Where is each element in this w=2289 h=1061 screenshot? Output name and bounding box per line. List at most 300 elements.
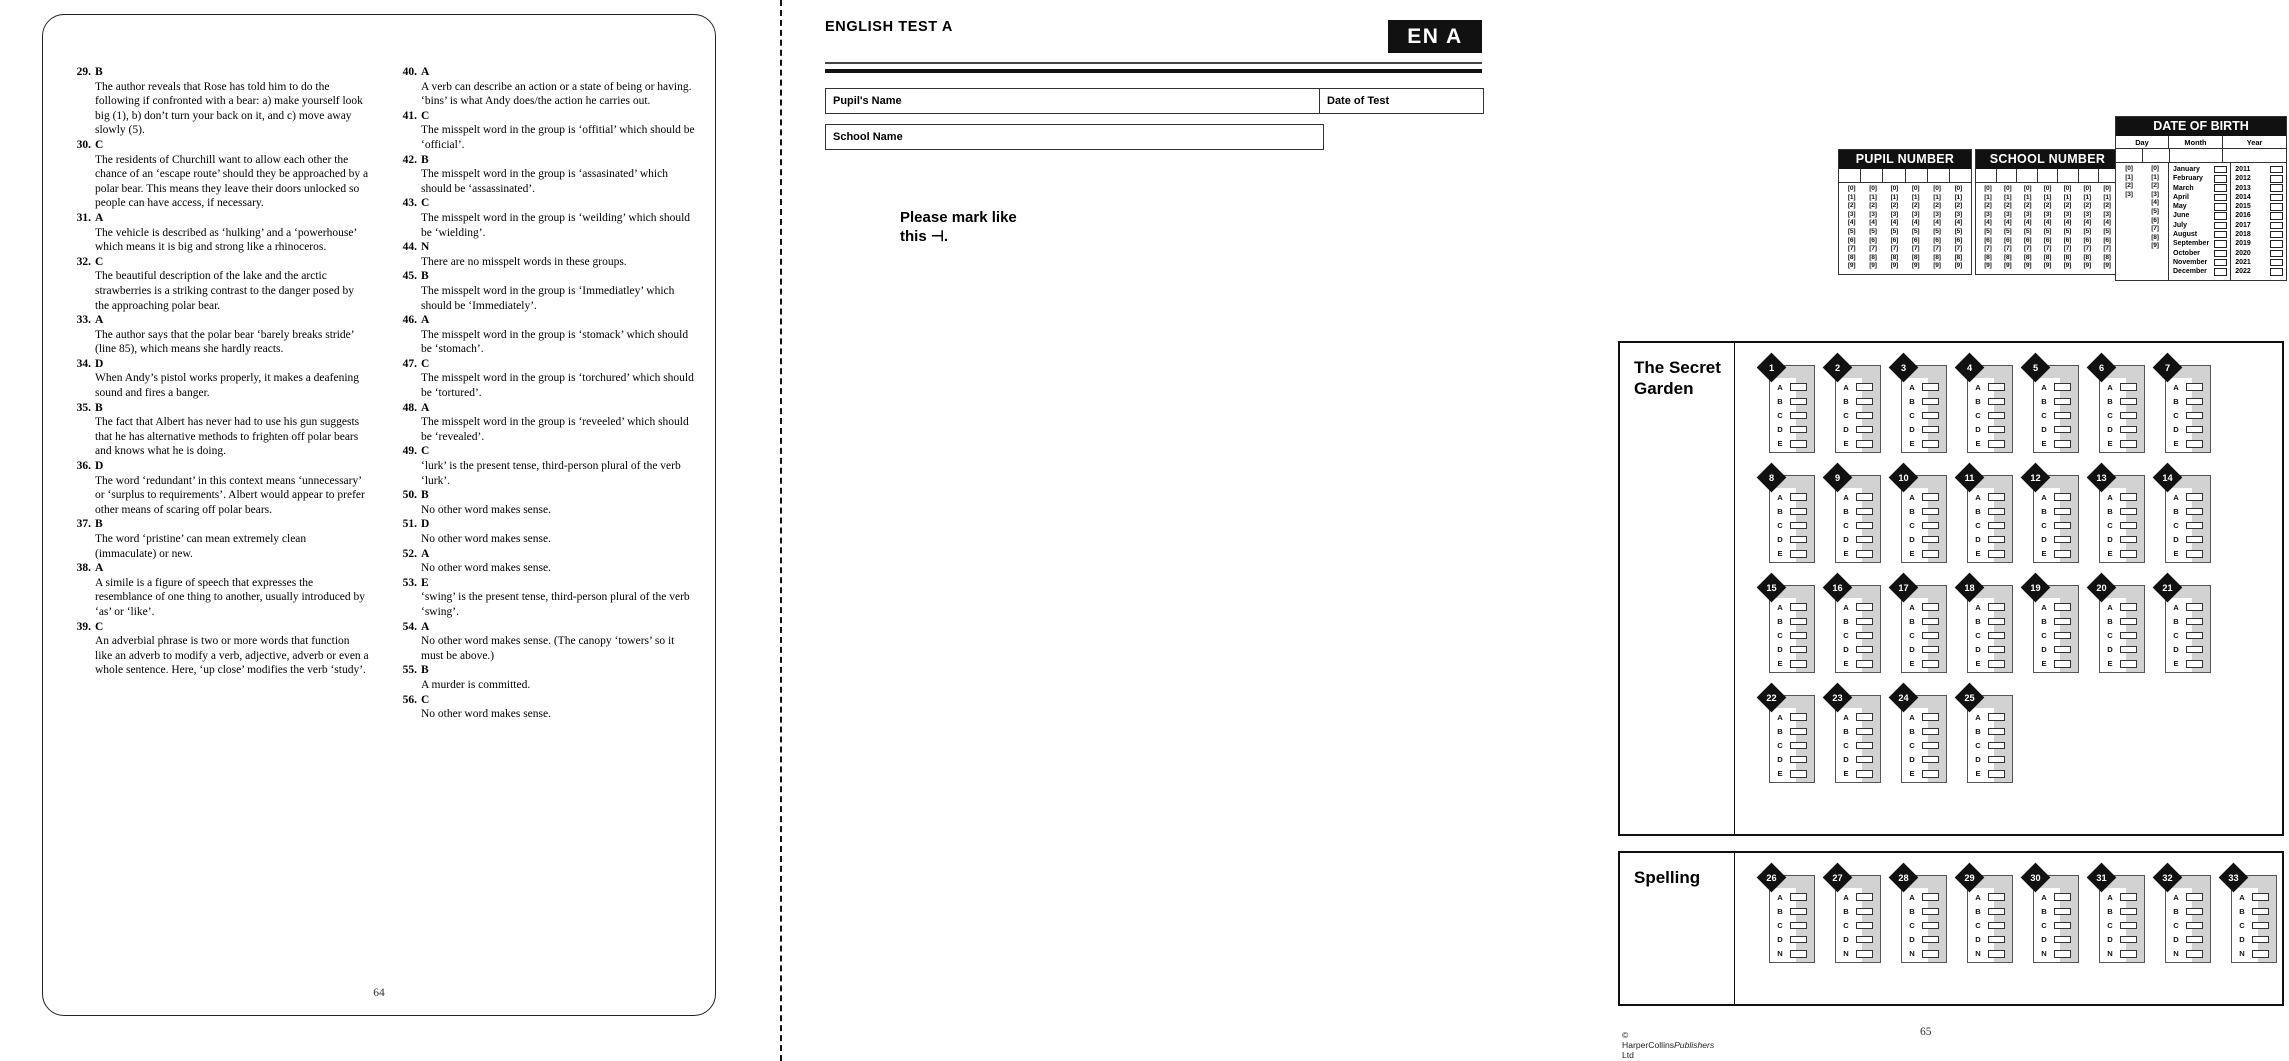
dob-year-tickbox[interactable] bbox=[2270, 194, 2283, 202]
option-row-B[interactable] bbox=[1902, 724, 1948, 738]
option-bubble[interactable] bbox=[1922, 756, 1939, 764]
option-bubble[interactable] bbox=[1790, 728, 1807, 736]
school-number-digit[interactable]: [9] bbox=[2083, 262, 2091, 270]
pupil-number-digit[interactable]: [2] bbox=[1911, 202, 1920, 210]
school-number-column[interactable] bbox=[2018, 185, 2038, 271]
option-bubble[interactable] bbox=[2120, 440, 2137, 448]
option-row-D[interactable] bbox=[1836, 533, 1882, 547]
option-bubble[interactable] bbox=[1922, 770, 1939, 778]
school-number-digit[interactable]: [2] bbox=[2023, 202, 2032, 210]
option-bubble[interactable] bbox=[2054, 383, 2071, 391]
option-bubble[interactable] bbox=[1922, 660, 1939, 668]
option-bubble[interactable] bbox=[1922, 936, 1939, 944]
question-cell-32[interactable] bbox=[2157, 867, 2223, 964]
pupil-number-column[interactable] bbox=[1841, 185, 1862, 271]
option-row-A[interactable] bbox=[2166, 890, 2212, 904]
school-number-digit[interactable]: [5] bbox=[2103, 227, 2111, 235]
option-bubble[interactable] bbox=[2120, 893, 2137, 901]
option-row-N[interactable] bbox=[1902, 947, 1948, 961]
pupil-number-digit[interactable]: [7] bbox=[1847, 245, 1856, 253]
option-row-B[interactable] bbox=[2034, 904, 2080, 918]
pupil-number-digits[interactable] bbox=[1839, 183, 1971, 274]
dob-month-row[interactable] bbox=[2173, 165, 2227, 174]
dob-year-row[interactable] bbox=[2235, 202, 2283, 211]
option-bubble[interactable] bbox=[1856, 713, 1873, 721]
option-bubble[interactable] bbox=[2054, 426, 2071, 434]
option-row-B[interactable] bbox=[1836, 904, 1882, 918]
question-cell-23[interactable] bbox=[1827, 687, 1893, 784]
pupil-number-digit[interactable]: [9] bbox=[1954, 262, 1963, 270]
dob-month-row[interactable] bbox=[2173, 221, 2227, 230]
option-row-C[interactable] bbox=[2034, 518, 2080, 532]
option-row-B[interactable] bbox=[1836, 504, 1882, 518]
option-row-D[interactable] bbox=[2100, 533, 2146, 547]
option-bubble[interactable] bbox=[1922, 908, 1939, 916]
option-bubble[interactable] bbox=[1922, 412, 1939, 420]
option-row-C[interactable] bbox=[1968, 408, 2014, 422]
option-row-C[interactable] bbox=[1836, 518, 1882, 532]
school-number-digit[interactable]: [7] bbox=[2103, 245, 2111, 253]
school-number-write-cell[interactable] bbox=[1997, 169, 2018, 182]
option-bubble[interactable] bbox=[1790, 922, 1807, 930]
dob-year-list[interactable] bbox=[2231, 163, 2286, 280]
option-bubble[interactable] bbox=[2054, 522, 2071, 530]
pupil-number-write-cell[interactable] bbox=[1950, 169, 1971, 182]
option-bubble[interactable] bbox=[1988, 603, 2005, 611]
option-row-B[interactable] bbox=[1902, 504, 1948, 518]
question-cell-30[interactable] bbox=[2025, 867, 2091, 964]
pupil-number-digit[interactable]: [0] bbox=[1954, 185, 1963, 192]
option-row-B[interactable] bbox=[1770, 614, 1816, 628]
school-number-digit[interactable]: [8] bbox=[2063, 253, 2072, 261]
option-row-D[interactable] bbox=[1770, 643, 1816, 657]
option-bubble[interactable] bbox=[1922, 493, 1939, 501]
dob-day-units-digit[interactable]: [8] bbox=[2151, 233, 2159, 241]
option-bubble[interactable] bbox=[1988, 398, 2005, 406]
option-row-C[interactable] bbox=[1770, 628, 1816, 642]
option-row-A[interactable] bbox=[1836, 380, 1882, 394]
option-bubble[interactable] bbox=[2120, 936, 2137, 944]
option-bubble[interactable] bbox=[1856, 508, 1873, 516]
school-number-digit[interactable]: [2] bbox=[1984, 202, 1992, 210]
pupil-number-digit[interactable]: [2] bbox=[1847, 202, 1856, 210]
pupil-number-digit[interactable]: [1] bbox=[1911, 193, 1920, 201]
dob-year-row[interactable] bbox=[2235, 249, 2283, 258]
option-row-D[interactable] bbox=[2034, 643, 2080, 657]
question-cell-8[interactable] bbox=[1761, 467, 1827, 564]
option-row-C[interactable] bbox=[1902, 738, 1948, 752]
option-row-A[interactable] bbox=[1836, 710, 1882, 724]
option-bubble[interactable] bbox=[1856, 922, 1873, 930]
option-row-C[interactable] bbox=[1968, 918, 2014, 932]
question-cell-19[interactable] bbox=[2025, 577, 2091, 674]
school-number-write-cell[interactable] bbox=[2079, 169, 2100, 182]
option-bubble[interactable] bbox=[2054, 398, 2071, 406]
school-number-digit[interactable]: [0] bbox=[2063, 185, 2072, 192]
question-cell-11[interactable] bbox=[1959, 467, 2025, 564]
option-row-B[interactable] bbox=[1968, 614, 2014, 628]
option-row-B[interactable] bbox=[1836, 614, 1882, 628]
school-number-digit[interactable]: [4] bbox=[2063, 219, 2072, 227]
pupil-number-digit[interactable]: [7] bbox=[1890, 245, 1899, 253]
dob-month-tickbox[interactable] bbox=[2214, 240, 2227, 248]
option-bubble[interactable] bbox=[1922, 618, 1939, 626]
option-bubble[interactable] bbox=[1922, 646, 1939, 654]
date-of-birth-body[interactable] bbox=[2116, 163, 2286, 280]
option-row-D[interactable] bbox=[2100, 423, 2146, 437]
option-bubble[interactable] bbox=[2186, 493, 2203, 501]
option-bubble[interactable] bbox=[2054, 922, 2071, 930]
option-bubble[interactable] bbox=[2186, 426, 2203, 434]
option-row-E[interactable] bbox=[1902, 437, 1948, 451]
answer-grid-the-secret-garden[interactable] bbox=[1735, 343, 2282, 834]
option-bubble[interactable] bbox=[1856, 908, 1873, 916]
option-row-C[interactable] bbox=[2166, 918, 2212, 932]
school-number-digit[interactable]: [1] bbox=[1984, 193, 1992, 201]
pupil-number-digit[interactable]: [9] bbox=[1911, 262, 1920, 270]
option-bubble[interactable] bbox=[1988, 770, 2005, 778]
school-number-digit[interactable]: [6] bbox=[2004, 236, 2012, 244]
pupil-number-digit[interactable]: [9] bbox=[1890, 262, 1899, 270]
option-bubble[interactable] bbox=[1790, 493, 1807, 501]
question-cell-21[interactable] bbox=[2157, 577, 2223, 674]
option-row-E[interactable] bbox=[1968, 437, 2014, 451]
option-row-C[interactable] bbox=[1770, 738, 1816, 752]
pupil-number-digit[interactable]: [4] bbox=[1869, 219, 1877, 227]
option-bubble[interactable] bbox=[1922, 742, 1939, 750]
dob-year-row[interactable] bbox=[2235, 221, 2283, 230]
option-row-B[interactable] bbox=[2100, 394, 2146, 408]
option-bubble[interactable] bbox=[1790, 603, 1807, 611]
pupil-number-digit[interactable]: [5] bbox=[1847, 227, 1856, 235]
dob-month-tickbox[interactable] bbox=[2214, 203, 2227, 211]
dob-month-row[interactable] bbox=[2173, 267, 2227, 276]
school-number-write-row[interactable] bbox=[1976, 169, 2119, 183]
option-row-C[interactable] bbox=[2100, 918, 2146, 932]
pupil-number-column[interactable] bbox=[1884, 185, 1905, 271]
dob-month-tickbox[interactable] bbox=[2214, 175, 2227, 183]
school-number-digit[interactable]: [3] bbox=[2083, 210, 2091, 218]
dob-year-tickbox[interactable] bbox=[2270, 212, 2283, 220]
pupil-number-digit[interactable]: [3] bbox=[1847, 210, 1856, 218]
school-number-digit[interactable]: [9] bbox=[2103, 262, 2111, 270]
question-cell-3[interactable] bbox=[1893, 357, 1959, 454]
option-bubble[interactable] bbox=[2120, 426, 2137, 434]
option-bubble[interactable] bbox=[2054, 603, 2071, 611]
school-number-digit[interactable]: [9] bbox=[2004, 262, 2012, 270]
option-row-D[interactable] bbox=[1770, 753, 1816, 767]
pupil-number-digit[interactable]: [1] bbox=[1890, 193, 1899, 201]
option-bubble[interactable] bbox=[1922, 632, 1939, 640]
pupil-number-digit[interactable]: [4] bbox=[1933, 219, 1941, 227]
option-bubble[interactable] bbox=[1988, 550, 2005, 558]
option-bubble[interactable] bbox=[2186, 536, 2203, 544]
option-row-E[interactable] bbox=[2100, 437, 2146, 451]
option-bubble[interactable] bbox=[1790, 426, 1807, 434]
option-row-C[interactable] bbox=[1770, 518, 1816, 532]
dob-year-tickbox[interactable] bbox=[2270, 203, 2283, 211]
school-number-digit[interactable]: [3] bbox=[1984, 210, 1992, 218]
option-bubble[interactable] bbox=[1856, 632, 1873, 640]
option-row-D[interactable] bbox=[2166, 643, 2212, 657]
school-number-digit[interactable]: [4] bbox=[2083, 219, 2091, 227]
dob-day-units-digit[interactable]: [0] bbox=[2151, 165, 2159, 172]
option-bubble[interactable] bbox=[2120, 603, 2137, 611]
option-bubble[interactable] bbox=[2186, 646, 2203, 654]
option-bubble[interactable] bbox=[1790, 950, 1807, 958]
school-number-digit[interactable]: [8] bbox=[1984, 253, 1992, 261]
answer-grid-spelling[interactable] bbox=[1735, 853, 2289, 1004]
option-bubble[interactable] bbox=[1790, 398, 1807, 406]
option-bubble[interactable] bbox=[2120, 412, 2137, 420]
option-row-D[interactable] bbox=[1902, 643, 1948, 657]
school-number-digit[interactable]: [2] bbox=[2103, 202, 2111, 210]
school-name-field[interactable]: School Name bbox=[825, 124, 1324, 150]
option-row-N[interactable] bbox=[1770, 947, 1816, 961]
option-bubble[interactable] bbox=[1922, 398, 1939, 406]
option-row-C[interactable] bbox=[2100, 628, 2146, 642]
option-bubble[interactable] bbox=[1856, 522, 1873, 530]
question-cell-17[interactable] bbox=[1893, 577, 1959, 674]
option-row-A[interactable] bbox=[2100, 890, 2146, 904]
question-cell-16[interactable] bbox=[1827, 577, 1893, 674]
option-bubble[interactable] bbox=[1790, 383, 1807, 391]
school-number-column[interactable] bbox=[2077, 185, 2097, 271]
school-number-digit[interactable]: [0] bbox=[2023, 185, 2032, 192]
option-row-D[interactable] bbox=[2166, 423, 2212, 437]
option-row-N[interactable] bbox=[2100, 947, 2146, 961]
question-cell-20[interactable] bbox=[2091, 577, 2157, 674]
option-row-A[interactable] bbox=[1770, 490, 1816, 504]
option-bubble[interactable] bbox=[1856, 893, 1873, 901]
pupil-number-digit[interactable]: [5] bbox=[1954, 227, 1963, 235]
option-bubble[interactable] bbox=[1790, 618, 1807, 626]
option-bubble[interactable] bbox=[2054, 618, 2071, 626]
school-number-digit[interactable]: [6] bbox=[2063, 236, 2072, 244]
school-number-digit[interactable]: [7] bbox=[2063, 245, 2072, 253]
option-bubble[interactable] bbox=[1988, 728, 2005, 736]
option-bubble[interactable] bbox=[2054, 508, 2071, 516]
option-row-B[interactable] bbox=[1902, 394, 1948, 408]
option-row-C[interactable] bbox=[1836, 628, 1882, 642]
option-bubble[interactable] bbox=[2252, 908, 2269, 916]
option-bubble[interactable] bbox=[1988, 950, 2005, 958]
school-number-digit[interactable]: [3] bbox=[2103, 210, 2111, 218]
school-number-digit[interactable]: [7] bbox=[2083, 245, 2091, 253]
pupil-number-digit[interactable]: [6] bbox=[1847, 236, 1856, 244]
school-number-digit[interactable]: [7] bbox=[2043, 245, 2052, 253]
dob-day-units-digit[interactable]: [4] bbox=[2151, 199, 2159, 207]
school-number-digit[interactable]: [3] bbox=[2063, 210, 2072, 218]
pupil-number-digit[interactable]: [6] bbox=[1869, 236, 1877, 244]
school-number-digit[interactable]: [7] bbox=[2004, 245, 2012, 253]
dob-month-tickbox[interactable] bbox=[2214, 166, 2227, 174]
option-bubble[interactable] bbox=[2054, 893, 2071, 901]
option-row-D[interactable] bbox=[2034, 933, 2080, 947]
option-bubble[interactable] bbox=[2186, 660, 2203, 668]
option-bubble[interactable] bbox=[1922, 950, 1939, 958]
option-bubble[interactable] bbox=[2120, 493, 2137, 501]
option-row-E[interactable] bbox=[1902, 547, 1948, 561]
option-row-D[interactable] bbox=[1836, 643, 1882, 657]
question-cell-18[interactable] bbox=[1959, 577, 2025, 674]
option-bubble[interactable] bbox=[2120, 646, 2137, 654]
option-bubble[interactable] bbox=[1856, 536, 1873, 544]
school-number-digit[interactable]: [4] bbox=[2043, 219, 2052, 227]
dob-month-row[interactable] bbox=[2173, 174, 2227, 183]
pupil-number-digit[interactable]: [4] bbox=[1911, 219, 1920, 227]
school-number-digit[interactable]: [9] bbox=[2063, 262, 2072, 270]
dob-month-tickbox[interactable] bbox=[2214, 268, 2227, 276]
option-row-E[interactable] bbox=[1836, 547, 1882, 561]
pupil-number-digit[interactable]: [8] bbox=[1890, 253, 1899, 261]
school-number-digit[interactable]: [0] bbox=[1984, 185, 1992, 192]
option-bubble[interactable] bbox=[1988, 536, 2005, 544]
option-row-A[interactable] bbox=[1770, 380, 1816, 394]
school-number-digit[interactable]: [5] bbox=[2083, 227, 2091, 235]
pupil-number-digit[interactable]: [6] bbox=[1911, 236, 1920, 244]
pupil-number-digit[interactable]: [8] bbox=[1933, 253, 1941, 261]
dob-day-units-digit[interactable]: [7] bbox=[2151, 225, 2159, 233]
option-bubble[interactable] bbox=[1922, 922, 1939, 930]
school-number-digit[interactable]: [8] bbox=[2043, 253, 2052, 261]
option-bubble[interactable] bbox=[1988, 936, 2005, 944]
dob-year-tickbox[interactable] bbox=[2270, 268, 2283, 276]
option-bubble[interactable] bbox=[2120, 618, 2137, 626]
option-row-B[interactable] bbox=[2034, 394, 2080, 408]
option-row-D[interactable] bbox=[1902, 533, 1948, 547]
option-bubble[interactable] bbox=[1856, 950, 1873, 958]
option-row-A[interactable] bbox=[2034, 490, 2080, 504]
school-number-digit[interactable]: [2] bbox=[2083, 202, 2091, 210]
option-row-A[interactable] bbox=[2232, 890, 2278, 904]
school-number-digits[interactable] bbox=[1976, 183, 2119, 274]
dob-day-units-digit[interactable]: [3] bbox=[2151, 190, 2159, 198]
option-row-E[interactable] bbox=[1836, 657, 1882, 671]
option-row-A[interactable] bbox=[2100, 600, 2146, 614]
option-row-E[interactable] bbox=[2034, 547, 2080, 561]
pupil-number-write-cell[interactable] bbox=[1906, 169, 1928, 182]
dob-year-row[interactable] bbox=[2235, 193, 2283, 202]
option-bubble[interactable] bbox=[1922, 383, 1939, 391]
dob-month-row[interactable] bbox=[2173, 239, 2227, 248]
school-number-digit[interactable]: [8] bbox=[2083, 253, 2091, 261]
option-bubble[interactable] bbox=[1922, 713, 1939, 721]
dob-day-tens-digit[interactable]: [1] bbox=[2125, 173, 2133, 181]
option-row-B[interactable] bbox=[2166, 394, 2212, 408]
dob-month-tickbox[interactable] bbox=[2214, 250, 2227, 258]
dob-year-tickbox[interactable] bbox=[2270, 240, 2283, 248]
option-bubble[interactable] bbox=[1856, 426, 1873, 434]
pupil-name-field[interactable]: Pupil's Name bbox=[825, 88, 1324, 114]
option-row-D[interactable] bbox=[1770, 423, 1816, 437]
option-bubble[interactable] bbox=[1988, 713, 2005, 721]
pupil-number-digit[interactable]: [7] bbox=[1954, 245, 1963, 253]
option-bubble[interactable] bbox=[1790, 522, 1807, 530]
pupil-number-digit[interactable]: [7] bbox=[1911, 245, 1920, 253]
question-cell-31[interactable] bbox=[2091, 867, 2157, 964]
option-row-E[interactable] bbox=[1836, 767, 1882, 781]
option-row-B[interactable] bbox=[1770, 394, 1816, 408]
option-bubble[interactable] bbox=[1856, 660, 1873, 668]
school-number-digit[interactable]: [5] bbox=[2004, 227, 2012, 235]
option-bubble[interactable] bbox=[1790, 742, 1807, 750]
option-bubble[interactable] bbox=[2120, 383, 2137, 391]
school-number-digit[interactable]: [1] bbox=[2023, 193, 2032, 201]
dob-year-row[interactable] bbox=[2235, 184, 2283, 193]
option-row-B[interactable] bbox=[2166, 504, 2212, 518]
school-number-digit[interactable]: [0] bbox=[2043, 185, 2052, 192]
school-number-digit[interactable]: [5] bbox=[2063, 227, 2072, 235]
option-row-E[interactable] bbox=[2166, 437, 2212, 451]
option-row-B[interactable] bbox=[2232, 904, 2278, 918]
option-row-D[interactable] bbox=[1902, 753, 1948, 767]
dob-year-row[interactable] bbox=[2235, 267, 2283, 276]
option-row-E[interactable] bbox=[1968, 547, 2014, 561]
pupil-number-digit[interactable]: [2] bbox=[1933, 202, 1941, 210]
option-bubble[interactable] bbox=[1856, 603, 1873, 611]
option-bubble[interactable] bbox=[1856, 728, 1873, 736]
pupil-number-column[interactable] bbox=[1948, 185, 1969, 271]
option-row-A[interactable] bbox=[1968, 890, 2014, 904]
school-number-digit[interactable]: [8] bbox=[2004, 253, 2012, 261]
pupil-number-digit[interactable]: [3] bbox=[1933, 210, 1941, 218]
option-row-A[interactable] bbox=[1968, 710, 2014, 724]
dob-year-tickbox[interactable] bbox=[2270, 250, 2283, 258]
option-row-C[interactable] bbox=[1902, 918, 1948, 932]
pupil-number-write-cell[interactable] bbox=[1861, 169, 1883, 182]
school-number-digit[interactable]: [5] bbox=[2023, 227, 2032, 235]
option-row-C[interactable] bbox=[2034, 918, 2080, 932]
option-bubble[interactable] bbox=[1790, 908, 1807, 916]
option-bubble[interactable] bbox=[2186, 950, 2203, 958]
option-bubble[interactable] bbox=[1988, 618, 2005, 626]
option-bubble[interactable] bbox=[2252, 893, 2269, 901]
school-number-column[interactable] bbox=[1998, 185, 2018, 271]
option-bubble[interactable] bbox=[1790, 536, 1807, 544]
option-row-B[interactable] bbox=[1836, 724, 1882, 738]
option-row-A[interactable] bbox=[2034, 890, 2080, 904]
option-row-E[interactable] bbox=[2100, 657, 2146, 671]
option-row-A[interactable] bbox=[1836, 490, 1882, 504]
option-row-B[interactable] bbox=[2034, 614, 2080, 628]
option-row-D[interactable] bbox=[1902, 423, 1948, 437]
school-number-digit[interactable]: [6] bbox=[2043, 236, 2052, 244]
pupil-number-digit[interactable]: [1] bbox=[1847, 193, 1856, 201]
option-row-A[interactable] bbox=[1902, 600, 1948, 614]
pupil-number-digit[interactable]: [2] bbox=[1890, 202, 1899, 210]
school-number-write-cell[interactable] bbox=[2017, 169, 2038, 182]
school-number-column[interactable] bbox=[1978, 185, 1998, 271]
option-row-B[interactable] bbox=[1770, 504, 1816, 518]
option-row-C[interactable] bbox=[1902, 408, 1948, 422]
option-row-E[interactable] bbox=[1770, 657, 1816, 671]
dob-year-row[interactable] bbox=[2235, 230, 2283, 239]
option-row-D[interactable] bbox=[2034, 423, 2080, 437]
question-cell-2[interactable] bbox=[1827, 357, 1893, 454]
pupil-number-digit[interactable]: [4] bbox=[1954, 219, 1963, 227]
option-row-C[interactable] bbox=[2034, 408, 2080, 422]
question-cell-33[interactable] bbox=[2223, 867, 2289, 964]
question-cell-4[interactable] bbox=[1959, 357, 2025, 454]
option-bubble[interactable] bbox=[2186, 922, 2203, 930]
dob-day-units-digit[interactable]: [6] bbox=[2151, 216, 2159, 224]
option-row-B[interactable] bbox=[1968, 394, 2014, 408]
pupil-number-digit[interactable]: [6] bbox=[1933, 236, 1941, 244]
option-row-B[interactable] bbox=[2100, 614, 2146, 628]
option-row-N[interactable] bbox=[1968, 947, 2014, 961]
option-row-E[interactable] bbox=[2034, 437, 2080, 451]
